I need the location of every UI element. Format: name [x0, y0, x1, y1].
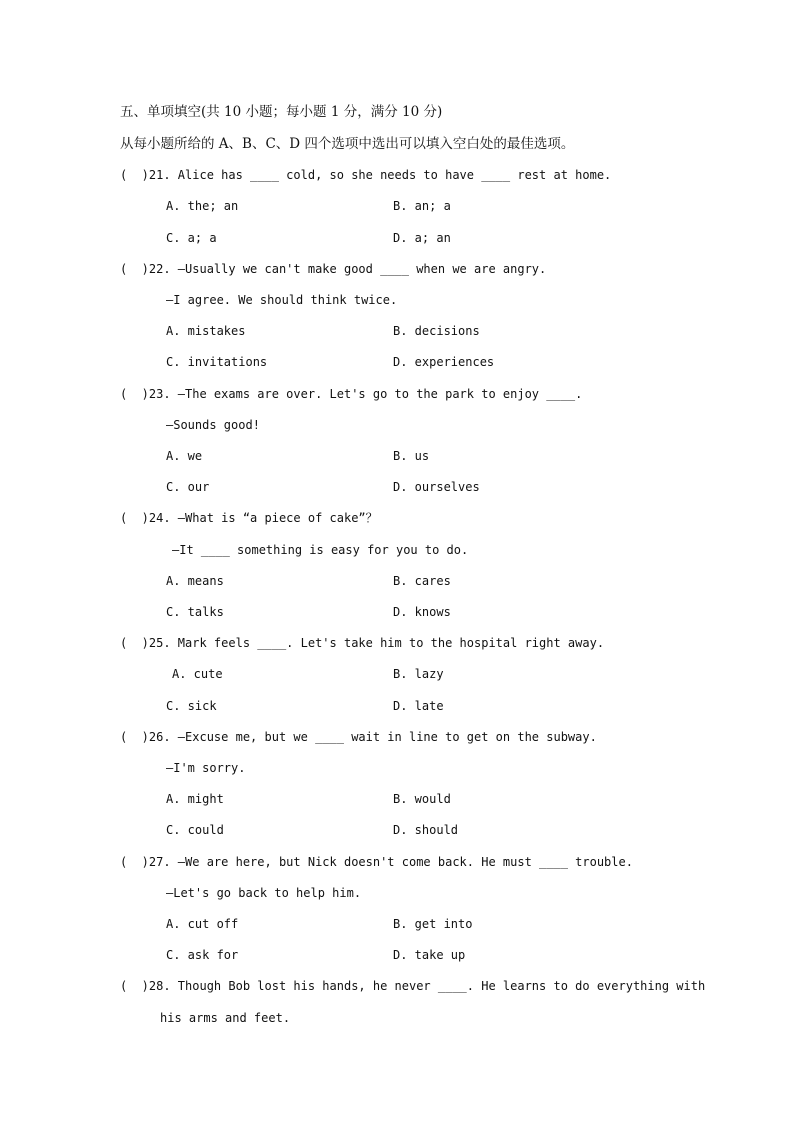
option-a: A. mistakes — [166, 324, 246, 338]
option-a: A. the; an — [166, 199, 239, 213]
question-reply: —I agree. We should think twice. — [166, 293, 398, 307]
option-c: C. ask for — [166, 948, 239, 962]
option-c: C. sick — [166, 699, 217, 713]
option-c: C. could — [166, 823, 224, 837]
question-stem: ( )25. Mark feels ____. Let's take him to the hospital right away. — [120, 636, 605, 650]
section-instruction: 从每小题所给的 A、B、C、D 四个选项中选出可以填入空白处的最佳选项。 — [120, 136, 575, 152]
question-continuation: his arms and feet. — [160, 1011, 291, 1025]
question-reply: —It ____ something is easy for you to do. — [172, 543, 469, 557]
option-d: D. take up — [393, 948, 466, 962]
question-reply: —Let's go back to help him. — [166, 886, 362, 900]
question-stem: ( )22. —Usually we can't make good ____ when we are angry. — [120, 262, 547, 276]
question-stem: ( )27. —We are here, but Nick doesn't come back. He must ____ trouble. — [120, 855, 633, 869]
option-d: D. knows — [393, 605, 451, 619]
option-a: A. might — [166, 792, 224, 806]
option-b: B. decisions — [393, 324, 480, 338]
option-b: B. us — [393, 449, 430, 463]
option-b: B. an; a — [393, 199, 451, 213]
question-stem: ( )24. —What is “a piece of cake”？ — [120, 511, 378, 525]
question-stem: ( )21. Alice has ____ cold, so she needs to have ____ rest at home. — [120, 168, 612, 182]
option-d: D. experiences — [393, 355, 495, 369]
option-c: C. talks — [166, 605, 224, 619]
section-heading: 五、单项填空(共 10 小题；每小题 1 分，满分 10 分) — [120, 104, 443, 120]
option-c: C. invitations — [166, 355, 268, 369]
option-a: A. means — [166, 574, 224, 588]
option-a: A. cute — [172, 667, 223, 681]
option-d: D. should — [393, 823, 459, 837]
question-stem: ( )26. —Excuse me, but we ____ wait in line to get on the subway. — [120, 730, 597, 744]
question-stem: ( )28. Though Bob lost his hands, he never ____. He learns to do everything with — [120, 979, 706, 993]
option-b: B. would — [393, 792, 451, 806]
option-b: B. get into — [393, 917, 473, 931]
option-a: A. cut off — [166, 917, 239, 931]
question-stem: ( )23. —The exams are over. Let's go to the park to enjoy ____. — [120, 387, 583, 401]
option-d: D. a; an — [393, 231, 451, 245]
question-reply: —Sounds good! — [166, 418, 260, 432]
option-d: D. ourselves — [393, 480, 480, 494]
option-b: B. cares — [393, 574, 451, 588]
option-d: D. late — [393, 699, 444, 713]
option-c: C. our — [166, 480, 210, 494]
option-b: B. lazy — [393, 667, 444, 681]
option-a: A. we — [166, 449, 203, 463]
option-c: C. a; a — [166, 231, 217, 245]
question-reply: —I'm sorry. — [166, 761, 246, 775]
